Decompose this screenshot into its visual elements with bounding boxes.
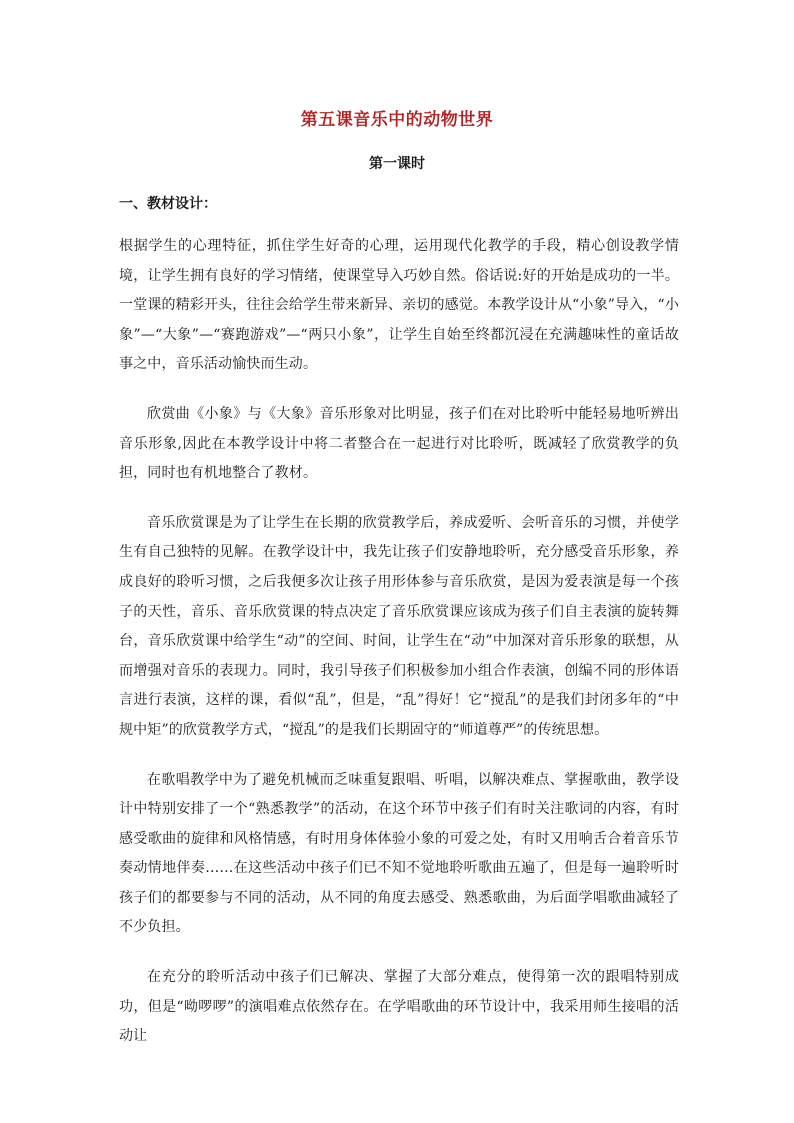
paragraph-2: 欣赏曲《小象》与《大象》音乐形象对比明显，孩子们在对比聆听中能轻易地听辨出音乐形象,因此在本教学设计中将二者整合在一起进行对比聆听，既减轻了欣赏教学的负担，同时也有机地整合了教材。 [119,405,679,482]
paragraph-3: 音乐欣赏课是为了让学生在长期的欣赏教学后，养成爱听、会听音乐的习惯，并使学生有自己独特的见解。在教学设计中，我先让孩子们安静地聆听，充分感受音乐形象，养成良好的聆听习惯，之后我便多次让孩子用形体参与音乐欣赏，是因为爱表演是每一个孩子的天性，音乐、音乐欣赏课的特点决定了音乐欣赏课应该成为孩子们自主表演的旋转舞台，音乐欣赏课中给学生“动”的空间、时间，让学生在“动”中加深对音乐形象的联想，从而增强对音乐的表现力。同时，我引导孩子们积极参加小组合作表演，创编不同的形体语言进行表演，这样的课，看似“乱”，但是，“乱”得好！它“搅乱”的是我们封闭多年的“中规中矩”的欣赏教学方式，“搅乱”的是我们长期固守的“师道尊严”的传统思想。 [119,514,679,738]
lesson-subtitle: 第一课时 [369,156,425,172]
paragraph-5: 在充分的聆听活动中孩子们已解决、掌握了大部分难点，使得第一次的跟唱特别成功，但是“呦啰啰”的演唱难点依然存在。在学唱歌曲的环节设计中，我采用师生接唱的活动让 [119,969,679,1045]
body-text [119,232,679,1072]
paragraph-4: 在歌唱教学中为了避免机械而乏味重复跟唱、听唱，以解决难点、掌握歌曲，教学设计中特别安排了一个“熟悉教学”的活动，在这个环节中孩子们有时关注歌词的内容，有时感受歌曲的旋律和风格情感，有时用身体体验小象的可爱之处，有时又用响舌合着音乐节奏动情地伴奏……在这些活动中孩子们已不知不觉地聆听歌曲五遍了，但是每一遍聆听时孩子们的都要参与不同的活动，从不同的角度去感受、熟悉歌曲，为后面学唱歌曲减轻了不少负担。 [119,771,679,936]
section-heading: 一、教材设计： [119,196,217,212]
paragraph-1: 根据学生的心理特征，抓住学生好奇的心理，运用现代化教学的手段，精心创设教学情境，让学生拥有良好的学习情绪，使课堂导入巧妙自然。俗话说:好的开始是成功的一半。一堂课的精彩开头，往往会给学生带来新异、亲切的感觉。本教学设计从“小象”导入，“小象”—“大象”—“赛跑游戏”—“两只小象”，让学生自始至终都沉浸在充满趣味性的童话故事之中，音乐活动愉快而生动。 [119,238,679,373]
document-title: 第五课音乐中的动物世界 [300,110,494,130]
